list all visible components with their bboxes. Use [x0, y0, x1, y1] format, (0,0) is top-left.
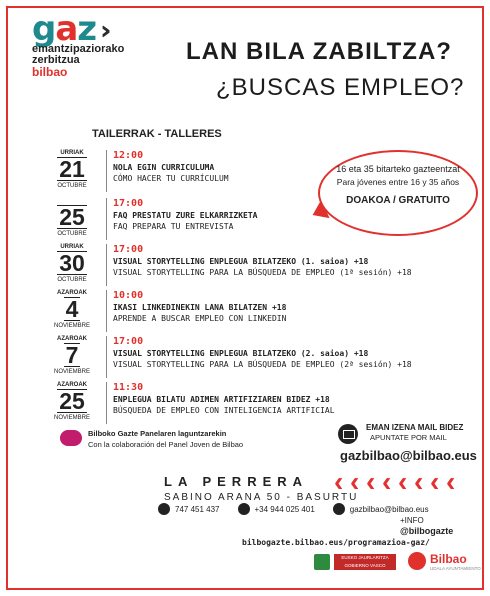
contact-email[interactable]: gazbilbao@bilbao.eus — [349, 504, 429, 514]
date-month-spanish: NOVIEMBRE — [53, 415, 90, 421]
collab-spanish: Con la colaboración del Panel Joven de Bilbao — [88, 440, 244, 449]
date-month-spanish: OCTUBRE — [57, 231, 87, 237]
logo-subtitle: emantzipaziorako zerbitzua — [32, 43, 125, 66]
date-month-basque: AZAROAK — [57, 290, 87, 296]
event-title-basque: FAQ PRESTATU ZURE ELKARRIZKETA — [113, 211, 258, 220]
event-title-basque: ENPLEGUA BILATU ADIMEN ARTIFIZIAREN BIDEZ +18 — [113, 395, 330, 404]
venue-name: LA PERRERA — [164, 474, 309, 489]
event-time: 17:00 — [113, 244, 144, 255]
chevron-left-icon: ‹ — [350, 466, 360, 497]
event-time: 17:00 — [113, 336, 144, 347]
signup-basque: EMAN IZENA MAIL BIDEZ — [366, 423, 464, 432]
event-item — [48, 336, 438, 380]
bubble-free: DOAKOA / GRATUITO — [346, 195, 450, 206]
event-date — [48, 382, 96, 422]
event-title-basque: IKASI LINKEDINEKIN LANA BILATZEN +18 — [113, 303, 287, 312]
date-day: 25 — [59, 388, 85, 414]
event-title-spanish: FAQ PREPARA TU ENTREVISTA — [113, 222, 234, 231]
double-chevron-icon: ›› — [100, 16, 102, 46]
phone-icon — [238, 503, 250, 515]
bilbao-logo-text: Bilbao — [430, 552, 467, 566]
website-link[interactable]: bilbogazte.bilbao.eus/programazioa-gaz/ — [242, 538, 430, 547]
date-day: 7 — [65, 342, 79, 368]
gaz-logo — [32, 9, 172, 79]
logo-city: bilbao — [32, 65, 68, 79]
event-item — [48, 150, 438, 194]
whatsapp-number[interactable]: 747 451 437 — [175, 504, 220, 514]
bubble-line-basque: 16 eta 35 bitarteko gazteentzat — [336, 164, 460, 174]
collab-basque: Bilboko Gazte Panelaren laguntzarekin — [88, 429, 227, 438]
event-title-spanish: BÚSQUEDA DE EMPLEO CON INTELIGENCIA ARTIFICIAL — [113, 406, 335, 415]
date-day: 21 — [59, 156, 85, 182]
info-label: +INFO — [400, 516, 424, 525]
event-title-spanish: VISUAL STORYTELLING PARA LA BÚSQUEDA DE EMPLEO (2ª sesión) +18 — [113, 360, 412, 369]
chevron-left-icon: ‹ — [334, 466, 344, 497]
event-date — [48, 244, 96, 284]
bilbao-logo-subtitle: UDALA AYUNTAMIENTO — [430, 566, 481, 571]
signup-email-link[interactable]: gazbilbao@bilbao.eus — [340, 448, 477, 463]
date-month-spanish: OCTUBRE — [57, 277, 87, 283]
date-month-basque: URRIAK — [60, 244, 84, 250]
contact-row — [158, 503, 447, 515]
social-handle[interactable]: @bilbogazte — [400, 526, 454, 536]
event-time: 12:00 — [113, 150, 144, 161]
date-month-spanish: NOVIEMBRE — [53, 369, 90, 375]
section-label: TAILERRAK - TALLERES — [92, 128, 222, 140]
signup-spanish: APUNTATE POR MAIL — [370, 433, 447, 442]
event-title-basque: NOLA EGIN CURRICULUMA — [113, 163, 215, 172]
date-day: 25 — [59, 204, 85, 230]
event-item — [48, 382, 438, 426]
basque-government-label: EUSKO JAURLARITZA GOBIERNO VASCO — [334, 554, 396, 570]
logo-letter-g: g — [32, 9, 56, 49]
logo-letter-a: a — [55, 9, 78, 49]
event-date — [48, 150, 96, 190]
chevron-left-icon: ‹ — [430, 466, 440, 497]
venue-address: SABINO ARANA 50 - BASURTU — [164, 492, 359, 503]
bilbao-logo-icon — [408, 552, 426, 570]
whatsapp-icon — [158, 503, 170, 515]
basque-government-emblem — [314, 554, 330, 570]
date-day: 4 — [65, 296, 79, 322]
chevron-left-icon: ‹ — [366, 466, 376, 497]
phone-number[interactable]: +34 944 025 401 — [254, 504, 315, 514]
event-title-spanish: VISUAL STORYTELLING PARA LA BÚSQUEDA DE EMPLEO (1ª sesión) +18 — [113, 268, 412, 277]
date-month-spanish: NOVIEMBRE — [53, 323, 90, 329]
chevron-left-icon: ‹ — [382, 466, 392, 497]
event-item — [48, 244, 438, 288]
email-icon — [333, 503, 345, 515]
event-time: 17:00 — [113, 198, 144, 209]
headline-spanish: ¿BUSCAS EMPLEO? — [216, 74, 465, 101]
event-title-basque: VISUAL STORYTELLING ENPLEGUA BILATZEKO (2. saioa) +18 — [113, 349, 369, 358]
chevron-left-icon: ‹ — [398, 466, 408, 497]
event-title-basque: VISUAL STORYTELLING ENPLEGUA BILATZEKO (1. saioa) +18 — [113, 257, 369, 266]
youth-panel-icon — [60, 430, 82, 446]
headline-basque: LAN BILA ZABILTZA? — [186, 38, 452, 65]
event-item — [48, 290, 438, 334]
chevron-arrows-decoration — [334, 466, 474, 497]
event-date — [48, 198, 96, 238]
date-month-basque: URRIAK — [60, 150, 84, 156]
event-date — [48, 290, 96, 330]
event-title-spanish: APRENDE A BUSCAR EMPLEO CON LINKEDIN — [113, 314, 287, 323]
logo-letter-z: z — [77, 9, 97, 49]
event-date — [48, 336, 96, 376]
mail-icon — [338, 424, 358, 444]
event-time: 10:00 — [113, 290, 144, 301]
event-time: 11:30 — [113, 382, 144, 393]
date-month-basque: AZAROAK — [57, 336, 87, 342]
event-title-spanish: CÓMO HACER TU CURRÍCULUM — [113, 174, 229, 183]
bubble-line-spanish: Para jóvenes entre 16 y 35 años — [336, 177, 460, 187]
chevron-left-icon: ‹ — [446, 466, 456, 497]
chevron-left-icon: ‹ — [414, 466, 424, 497]
event-item — [48, 198, 438, 242]
date-month-basque: AZAROAK — [57, 382, 87, 388]
date-day: 30 — [59, 250, 85, 276]
date-month-spanish: OCTUBRE — [57, 183, 87, 189]
